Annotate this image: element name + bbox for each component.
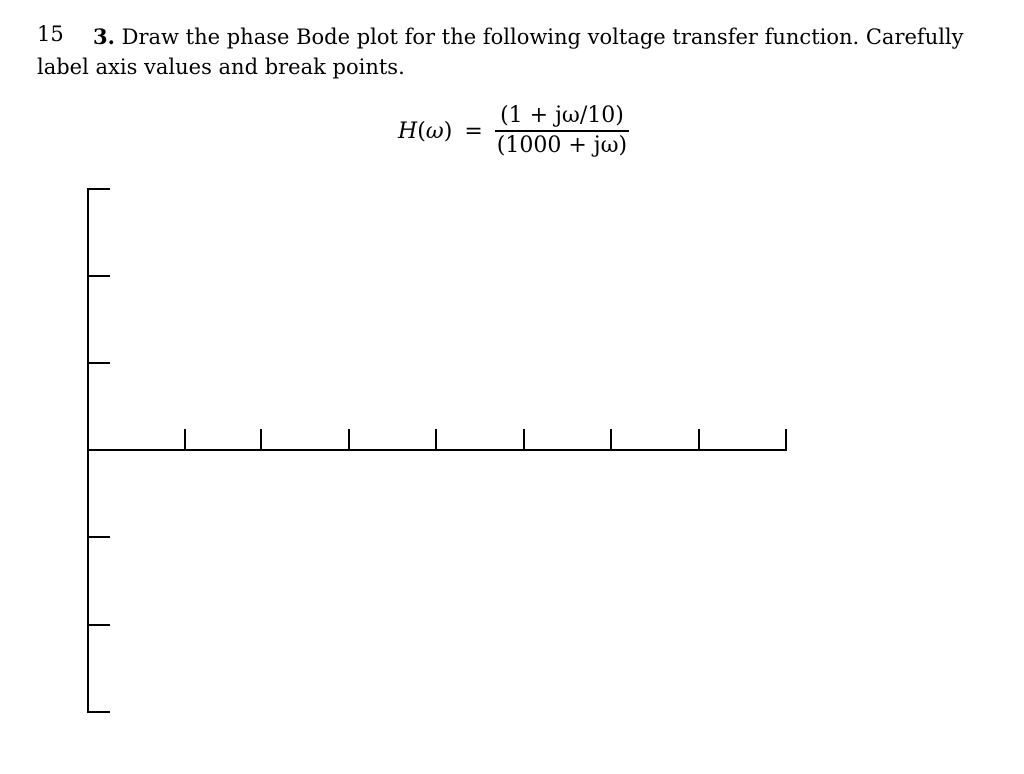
numerator: (1 + jω/10) <box>500 103 624 129</box>
question-prompt: Draw the phase Bode plot for the following voltage transfer function. Carefully label axis values and break points. <box>37 25 964 79</box>
equation-lhs: H(ω) <box>398 118 453 144</box>
question-number: 3. <box>93 24 115 49</box>
denominator: (1000 + jω) <box>496 132 628 158</box>
point-value: 15 <box>37 22 64 46</box>
equals-sign: = <box>464 118 483 144</box>
